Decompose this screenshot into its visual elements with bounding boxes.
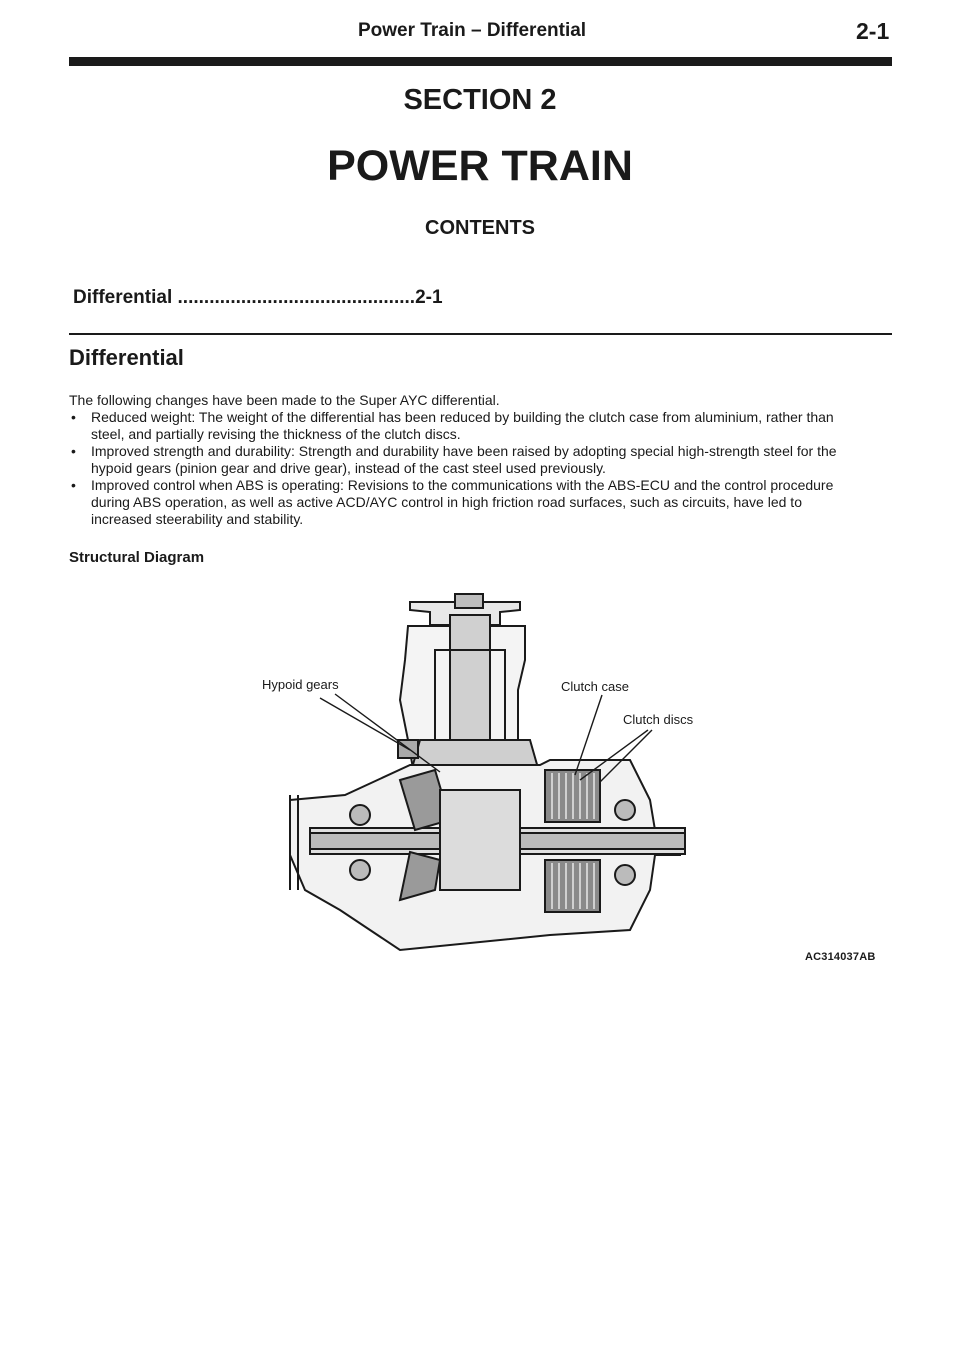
list-item-line: increased steerability and stability. xyxy=(91,511,304,527)
list-item xyxy=(69,477,869,528)
intro-paragraph: The following changes have been made to the Super AYC differential. xyxy=(69,392,500,408)
contents-heading: CONTENTS xyxy=(425,217,535,239)
list-item-line: steel, and partially revising the thickness of the clutch discs. xyxy=(91,426,461,442)
page-number: 2-1 xyxy=(856,18,890,44)
header-bar xyxy=(69,57,892,66)
list-item xyxy=(69,409,869,443)
toc-entry-leader: ............................................. xyxy=(172,287,416,308)
list-item xyxy=(69,443,869,477)
label-clutch-discs: Clutch discs xyxy=(623,712,694,727)
toc-entry-page: 2-1 xyxy=(415,287,443,308)
label-hypoid-gears: Hypoid gears xyxy=(262,677,339,692)
bullet-icon: • xyxy=(71,409,76,425)
section-title: POWER TRAIN xyxy=(327,142,633,190)
list-item-line: Improved control when ABS is operating: Revisions to the communications with the ABS-ECU and the control procedure xyxy=(91,477,834,493)
page-header-title: Power Train – Differential xyxy=(358,20,587,41)
list-item-line: Reduced weight: The weight of the differential has been reduced by building the clutch case from aluminium, rather than xyxy=(91,409,834,425)
label-clutch-case: Clutch case xyxy=(561,679,629,694)
bullet-icon: • xyxy=(71,443,76,459)
bullet-icon: • xyxy=(71,477,76,493)
differential-cutaway-diagram xyxy=(250,590,690,960)
differential-heading: Differential xyxy=(69,345,184,370)
toc-entry-differential[interactable] xyxy=(73,287,443,309)
section-rule xyxy=(69,333,892,335)
change-list xyxy=(69,409,869,528)
list-item-line: hypoid gears (pinion gear and drive gear), instead of the cast steel used previously. xyxy=(91,460,606,476)
figure-code: AC314037AB xyxy=(805,951,876,963)
section-label: SECTION 2 xyxy=(403,84,557,116)
list-item-line: during ABS operation, as well as active ACD/AYC control in high friction road surfaces, such as circuits, have led to xyxy=(91,494,802,510)
toc-entry-title: Differential xyxy=(73,287,173,308)
list-item-line: Improved strength and durability: Strength and durability have been raised by adopting special high-strength steel for the xyxy=(91,443,837,459)
structural-diagram-heading: Structural Diagram xyxy=(69,549,205,566)
